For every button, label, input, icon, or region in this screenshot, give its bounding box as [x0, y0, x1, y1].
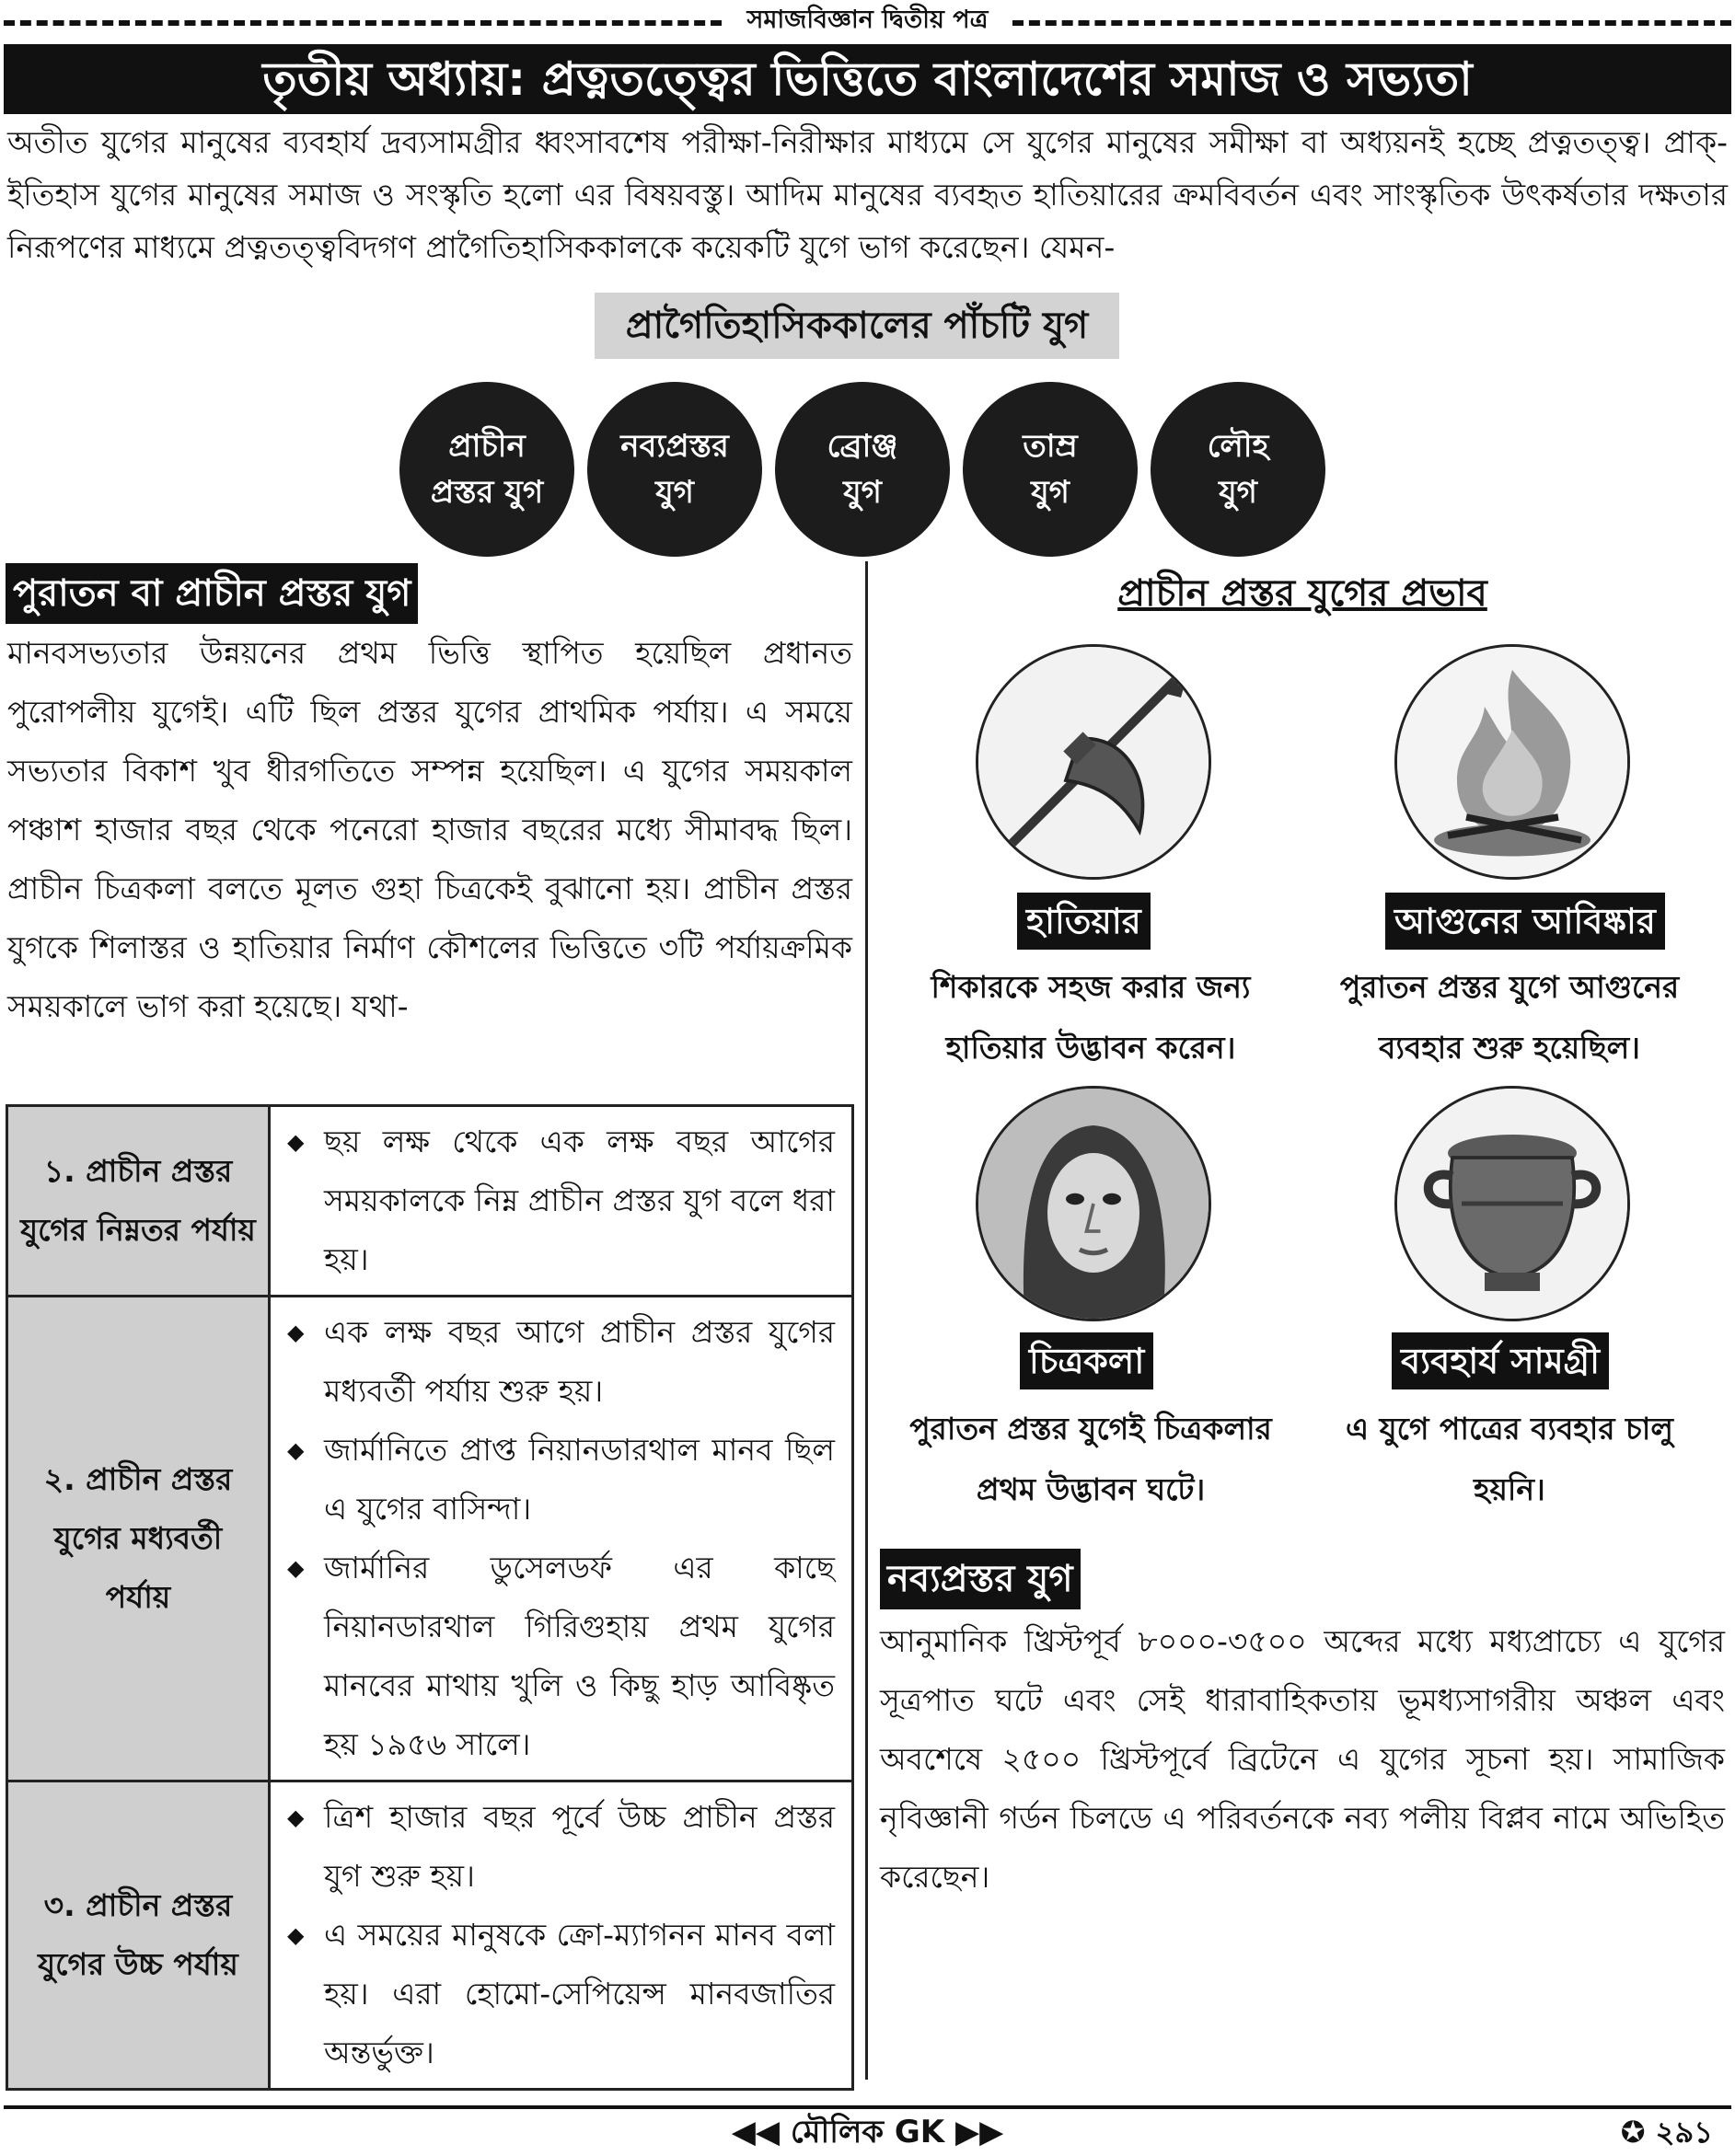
neolithic-paragraph: আনুমানিক খ্রিস্টপূর্ব ৮০০০-৩৫০০ অব্দের মধ্যে মধ্যপ্রাচ্যে এ যুগের সূত্রপাত ঘটে এবং সেই ধারাবাহিকতায় ভূমধ্যসাগরীয় অঞ্চল এবং অবশেষে ২৫০০ খ্রিস্টপূর্বে ব্রিটেনে এ যুগের সূচনা হয়। সামাজিক নৃবিজ্ঞানী গর্ডন চিলডে এ পরিবর্তনকে নব্য পলীয় বিপ্লব নামে অভিহিত করেছেন। — [880, 1623, 1725, 1895]
age-circle-paleolithic — [399, 382, 574, 557]
age-line1: নব্যপ্রস্তর — [620, 428, 729, 465]
age-line2: যুগ — [1031, 474, 1070, 511]
age-circle-iron — [1151, 382, 1325, 557]
age-line2: যুগ — [843, 474, 882, 511]
phase-content — [270, 1106, 853, 1297]
portrait-icon — [978, 1089, 1209, 1319]
phase-content — [270, 1297, 853, 1781]
page-number: ✪ ২৯১ — [1620, 2115, 1713, 2150]
intro-paragraph: অতীত যুগের মানুষের ব্যবহার্য দ্রব্যসামগ্রীর ধ্বংসাবশেষ পরীক্ষা-নিরীক্ষার মাধ্যমে সে যুগের মানুষের সমীক্ষা বা অধ্যয়নই হচ্ছে প্রত্নতত্ত্ব। প্রাক্-ইতিহাস যুগের মানুষের সমাজ ও সংস্কৃতি হলো এর বিষয়বস্তু। আদিম মানুষের ব্যবহৃত হাতিয়ারের ক্রমবিবর্তন এবং সাংস্কৃতিক উৎকর্ষতার দক্ষতার নিরূপণের মাধ্যমে প্রত্নতত্ত্ববিদগণ প্রাগৈতিহাসিককালকে কয়েকটি যুগে ভাগ করেছেন। যেমন- — [7, 124, 1728, 265]
axe-icon — [978, 647, 1209, 877]
phase-point: ◆ জার্মানিতে প্রাপ্ত নিয়ানডারথাল মানব ছিল এ যুগের বাসিন্দা। — [287, 1421, 835, 1539]
effect-title-fire: আগুনের আবিষ্কার — [1385, 893, 1665, 950]
age-line2: প্রস্তর যুগ — [430, 474, 544, 511]
effect-text-weapon: শিকারকে সহজ করার জন্য হাতিয়ার উদ্ভাবন করেন। — [931, 969, 1251, 1066]
phase-label: ৩. প্রাচীন প্রস্তর যুগের উচ্চ পর্যায় — [7, 1781, 270, 2090]
age-line1: তাম্র — [1023, 428, 1078, 465]
portrait-image — [976, 1086, 1211, 1321]
table-row — [7, 1106, 853, 1297]
running-header-text: সমাজবিজ্ঞান দ্বিতীয় পত্র — [734, 6, 1001, 34]
effect-text-utensils: এ যুগে পাত্রের ব্যবহার চালু হয়নি। — [1346, 1411, 1673, 1507]
column-divider — [865, 561, 868, 2080]
phase-content — [270, 1781, 853, 2090]
age-circle-neolithic — [587, 382, 762, 557]
footer-brand: ◀◀ মৌলিক GK ▶▶ — [731, 2114, 1004, 2150]
effect-title-utensils: ব্যবহার্য সামগ্রী — [1392, 1332, 1609, 1389]
ages-title: প্রাগৈতিহাসিককালের পাঁচটি যুগ — [595, 293, 1119, 359]
effect-text-painting: পুরাতন প্রস্তর যুগেই চিত্রকলার প্রথম উদ্ভাবন ঘটে। — [909, 1411, 1272, 1507]
axe-image — [976, 644, 1211, 880]
fire-icon — [1397, 647, 1627, 877]
chapter-title: তৃতীয় অধ্যায়: প্রত্নতত্ত্বের ভিত্তিতে বাংলাদেশের সমাজ ও সভ্যতা — [4, 44, 1731, 114]
age-line2: যুগ — [1219, 474, 1257, 511]
age-circle-bronze — [775, 382, 950, 557]
table-row — [7, 1781, 853, 2090]
paleolithic-paragraph: মানবসভ্যতার উন্নয়নের প্রথম ভিত্তি স্থাপিত হয়েছিল প্রধানত পুরোপলীয় যুগেই। এটি ছিল প্রস্তর যুগের প্রাথমিক পর্যায়। এ সময়ে সভ্যতার বিকাশ খুব ধীরগতিতে সম্পন্ন হয়েছিল। এ যুগের সময়কাল পঞ্চাশ হাজার বছর থেকে পনেরো হাজার বছরের মধ্যে সীমাবদ্ধ ছিল। প্রাচীন চিত্রকলা বলতে মূলত গুহা চিত্রকেই বুঝানো হয়। প্রাচীন প্রস্তর যুগকে শিলাস্তর ও হাতিয়ার নির্মাণ কৌশলের ভিত্তিতে ৩টি পর্যায়ক্রমিক সময়কালে ভাগ করা হয়েছে। যথা- — [7, 635, 852, 1024]
table-row — [7, 1297, 853, 1781]
phase-label: ১. প্রাচীন প্রস্তর যুগের নিম্নতর পর্যায় — [7, 1106, 270, 1297]
phase-point: ◆ এ সময়ের মানুষকে ক্রো-ম্যাগনন মানব বলা হয়। এরা হোমো-সেপিয়েন্স মানবজাতির অন্তর্ভুক্ত। — [287, 1906, 835, 2082]
phases-table — [6, 1104, 854, 2091]
running-header — [0, 0, 1735, 40]
effect-text-fire: পুরাতন প্রস্তর যুগে আগুনের ব্যবহার শুরু হয়েছিল। — [1339, 969, 1680, 1066]
phase-point: ◆ জার্মানির ডুসেলডর্ফ এর কাছে নিয়ানডারথাল গিরিগুহায় প্রথম যুগের মানবের মাথায় খুলি ও কিছু হাড় আবিষ্কৃত হয় ১৯৫৬ সালে। — [287, 1539, 835, 1774]
effect-title-painting: চিত্রকলা — [1020, 1332, 1153, 1389]
phase-point: ◆ ত্রিশ হাজার বছর পূর্বে উচ্চ প্রাচীন প্রস্তর যুগ শুরু হয়। — [287, 1788, 835, 1906]
phase-point: ◆ এক লক্ষ বছর আগে প্রাচীন প্রস্তর যুগের মধ্যবর্তী পর্যায় শুরু হয়। — [287, 1303, 835, 1421]
age-line2: যুগ — [655, 474, 694, 511]
phase-point: ◆ ছয় লক্ষ থেকে এক লক্ষ বছর আগের সময়কালকে নিম্ন প্রাচীন প্রস্তর যুগ বলে ধরা হয়। — [287, 1113, 835, 1289]
age-line1: ব্রোঞ্জ — [827, 428, 898, 465]
effect-title-weapon: হাতিয়ার — [1017, 893, 1151, 950]
age-circle-copper — [963, 382, 1138, 557]
vessel-image — [1394, 1086, 1630, 1321]
neolithic-heading: নব্যপ্রস্তর যুগ — [880, 1549, 1081, 1609]
paleolithic-heading: পুরাতন বা প্রাচীন প্রস্তর যুগ — [6, 563, 418, 624]
effects-title: প্রাচীন প্রস্তর যুগের প্রভাব — [1117, 572, 1487, 615]
fire-image — [1394, 644, 1630, 880]
phase-label: ২. প্রাচীন প্রস্তর যুগের মধ্যবর্তী পর্যায় — [7, 1297, 270, 1781]
vessel-icon — [1397, 1089, 1627, 1319]
age-line1: লৌহ — [1207, 428, 1269, 465]
age-line1: প্রাচীন — [448, 428, 526, 465]
